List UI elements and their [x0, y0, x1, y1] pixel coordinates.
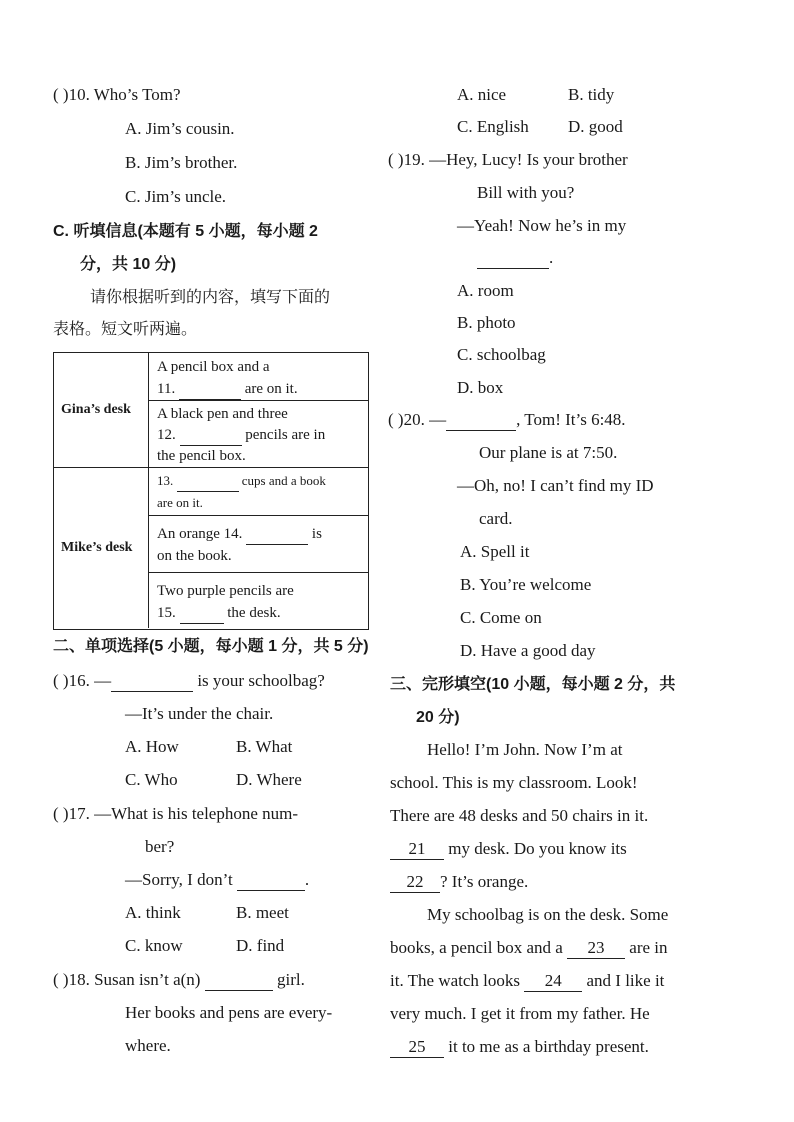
row4-line2: on the book. — [157, 548, 232, 564]
q17-option-b[interactable]: B. meet — [236, 903, 289, 922]
row3-line2: are on it. — [157, 495, 203, 510]
cloze-blank-25[interactable]: 25 — [390, 1037, 444, 1058]
cloze-p2-line2 — [390, 938, 668, 959]
q20-line1-post: , Tom! It’s 6:48. — [516, 410, 626, 429]
answer-blank-13[interactable] — [177, 471, 239, 492]
row5-prefix: 15. — [157, 605, 180, 621]
answer-blank-14[interactable] — [246, 524, 308, 545]
q18-line1-pre: ( )18. Susan isn’t a(n) — [53, 970, 205, 989]
q20-answer-blank[interactable] — [446, 410, 516, 431]
q19-line2: Bill with you? — [477, 183, 575, 202]
q18-option-d[interactable]: D. good — [568, 117, 623, 136]
cloze-p2-line2-pre: books, a pencil box and a — [390, 938, 568, 957]
q10-option-a[interactable]: A. Jim’s cousin. — [125, 119, 235, 138]
q20-option-c[interactable]: C. Come on — [460, 608, 542, 627]
q19-option-d[interactable]: D. box — [457, 378, 504, 397]
cloze-p1-line3: There are 48 desks and 50 chairs in it. — [390, 806, 649, 825]
q16-stem-rest: is your schoolbag? — [193, 671, 325, 690]
answer-blank-15[interactable] — [180, 603, 224, 624]
q19-line1: ( )19. —Hey, Lucy! Is your brother — [388, 150, 628, 169]
q17-answer-blank[interactable] — [237, 870, 305, 891]
q19-option-b[interactable]: B. photo — [457, 313, 516, 332]
q19-line4-post: . — [549, 248, 554, 267]
q19-option-a[interactable]: A. room — [457, 281, 514, 300]
row4-line1 — [157, 524, 322, 545]
cloze-p2-line3 — [390, 971, 664, 992]
q10-stem: ( )10. Who’s Tom? — [53, 85, 181, 104]
cloze-p2-line4: very much. I get it from my father. He — [390, 1004, 650, 1023]
row5-suffix: the desk. — [223, 605, 281, 621]
gina-desk-label: Gina’s desk — [61, 402, 131, 417]
section-c-title-line2: 分，共 10 分) — [80, 256, 177, 273]
q19-answer-blank[interactable] — [477, 248, 549, 269]
cloze-blank-21[interactable]: 21 — [390, 839, 444, 860]
row4-prefix: An orange 14. — [157, 526, 247, 542]
q20-option-d[interactable]: D. Have a good day — [460, 641, 596, 660]
row1-line1: A pencil box and a — [157, 359, 270, 375]
q17-option-c[interactable]: C. know — [125, 936, 183, 955]
row3-prefix: 13. — [157, 473, 177, 488]
q18-line3: where. — [125, 1036, 171, 1055]
q20-line1 — [388, 410, 626, 431]
answer-blank-12[interactable] — [180, 425, 242, 446]
row2-suffix: pencils are in — [241, 427, 326, 443]
q20-option-b[interactable]: B. You’re welcome — [460, 575, 592, 594]
row1-suffix: are on it. — [240, 381, 298, 397]
q17-line1: ( )17. —What is his telephone num- — [53, 804, 299, 823]
q16-option-c[interactable]: C. Who — [125, 770, 178, 789]
q18-line1-post: girl. — [272, 970, 305, 989]
q16-stem — [53, 671, 325, 692]
cloze-p2-line2-post: are in — [625, 938, 668, 957]
cloze-blank-23[interactable]: 23 — [567, 938, 625, 959]
section-c-instruction-line2: 表格。短文听两遍。 — [53, 321, 198, 338]
q17-line2: ber? — [145, 837, 175, 856]
q10-option-b[interactable]: B. Jim’s brother. — [125, 153, 238, 172]
q16-response: —It’s under the chair. — [125, 704, 274, 723]
q20-line2: Our plane is at 7:50. — [479, 443, 618, 462]
q19-line3: —Yeah! Now he’s in my — [457, 216, 627, 235]
cloze-p2-line1: My schoolbag is on the desk. Some — [427, 905, 669, 924]
q18-line2: Her books and pens are every- — [125, 1003, 333, 1022]
table-line — [148, 572, 368, 573]
section-c-instruction-line1: 请你根据听到的内容，填写下面的 — [90, 289, 331, 306]
q18-answer-blank[interactable] — [205, 970, 273, 991]
q17-line3-pre: —Sorry, I don’t — [125, 870, 237, 889]
cloze-p2-line3-post: and I like it — [582, 971, 665, 990]
q16-answer-blank[interactable] — [111, 671, 193, 692]
q16-option-b[interactable]: B. What — [236, 737, 293, 756]
row1-line2 — [157, 379, 298, 400]
q19-line4 — [477, 248, 553, 269]
q17-option-d[interactable]: D. find — [236, 936, 285, 955]
q16-option-d[interactable]: D. Where — [236, 770, 302, 789]
cloze-p1-line1: Hello! I’m John. Now I’m at — [427, 740, 623, 759]
q20-line4: card. — [479, 509, 513, 528]
cloze-p2-line5-post: it to me as a birthday present. — [444, 1037, 649, 1056]
row3-suffix: cups and a book — [238, 473, 326, 488]
row1-prefix: 11. — [157, 381, 179, 397]
q20-number: ( )20. — — [388, 410, 447, 429]
q20-line3: —Oh, no! I can’t find my ID — [457, 476, 654, 495]
cloze-p1-line2: school. This is my classroom. Look! — [390, 773, 638, 792]
mike-desk-label: Mike’s desk — [61, 540, 133, 555]
q16-option-a[interactable]: A. How — [125, 737, 179, 756]
q17-line3 — [125, 870, 309, 891]
row4-suffix: is — [308, 526, 322, 542]
section-c-title-line1: C. 听填信息(本题有 5 小题，每小题 2 — [53, 223, 318, 240]
q18-option-a[interactable]: A. nice — [457, 85, 507, 104]
row3-line1 — [157, 471, 326, 492]
cloze-p2-line5 — [390, 1037, 649, 1058]
q19-option-c[interactable]: C. schoolbag — [457, 345, 546, 364]
row2-line3: the pencil box. — [157, 448, 246, 464]
q17-line3-post: . — [304, 870, 310, 889]
table-line — [148, 515, 368, 516]
cloze-blank-24[interactable]: 24 — [524, 971, 582, 992]
row2-line1: A black pen and three — [157, 406, 288, 422]
row5-line1: Two purple pencils are — [157, 583, 294, 599]
q18-option-b[interactable]: B. tidy — [568, 85, 615, 104]
cloze-blank-22[interactable]: 22 — [390, 872, 440, 893]
cloze-p1-line4 — [390, 839, 627, 860]
q16-number: ( )16. — — [53, 671, 112, 690]
answer-blank-11[interactable] — [179, 379, 241, 400]
table-divider — [148, 353, 149, 628]
table-line — [54, 467, 368, 468]
section-2-title: 二、单项选择(5 小题，每小题 1 分，共 5 分) — [53, 638, 369, 655]
cloze-p1-line4-post: my desk. Do you know its — [444, 839, 627, 858]
q10-option-c[interactable]: C. Jim’s uncle. — [125, 187, 227, 206]
table-line — [148, 400, 368, 401]
q20-option-a[interactable]: A. Spell it — [460, 542, 530, 561]
section-3-title-line1: 三、完形填空(10 小题，每小题 2 分，共 — [390, 676, 676, 693]
row2-prefix: 12. — [157, 427, 180, 443]
cloze-p1-line5-post: ? It’s orange. — [440, 872, 529, 891]
cloze-p2-line3-pre: it. The watch looks — [390, 971, 525, 990]
q17-option-a[interactable]: A. think — [125, 903, 181, 922]
q18-line1 — [53, 970, 305, 991]
row2-line2 — [157, 425, 325, 446]
cloze-p1-line5 — [390, 872, 528, 893]
q18-option-c[interactable]: C. English — [457, 117, 529, 136]
section-3-title-line2: 20 分) — [416, 709, 460, 726]
row5-line2 — [157, 603, 281, 624]
listening-info-table — [53, 352, 369, 630]
